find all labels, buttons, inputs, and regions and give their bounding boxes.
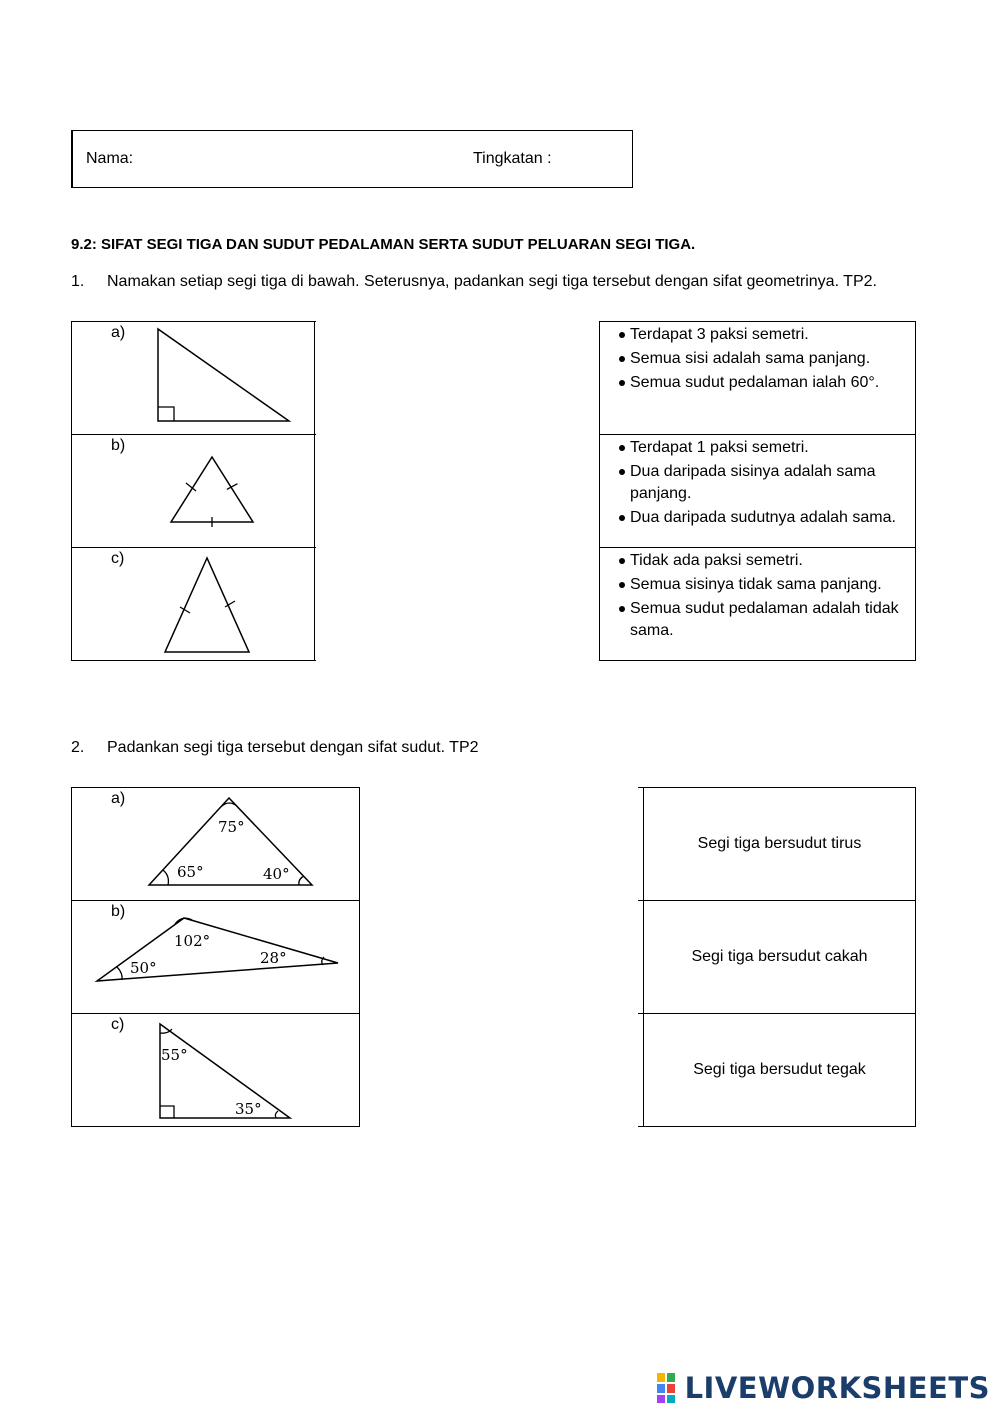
answer-text: Segi tiga bersudut tegak [693,1061,866,1078]
angle-label: 65° [177,863,204,881]
question-2-number: 2. [71,739,85,756]
q1-item-a [71,321,316,435]
q2-answer-tick [638,787,644,788]
property-text: Semua sisi adalah sama panjang. [600,348,915,370]
property-text: Semua sisinya tidak sama panjang. [600,574,915,596]
property-text: Terdapat 3 paksi semetri. [600,324,915,346]
q2-item-a [71,787,360,901]
angle-label: 50° [130,959,157,977]
q1-property-1 [599,321,916,435]
angle-label: 28° [260,949,287,967]
watermark-text: LIVEWORKSHEETS [684,1371,990,1405]
q1-property-3 [599,547,916,661]
q2-item-b-label: b) [111,903,126,920]
property-text: Terdapat 1 paksi semetri. [600,437,915,459]
question-1 [71,273,971,295]
question-1-text: Namakan setiap segi tiga di bawah. Seterusnya, padankan segi tiga tersebut dengan sifat geometrinya. TP2. [107,273,877,290]
angle-label: 102° [174,932,211,950]
q2-answer-1 [643,787,916,901]
property-text: Semua sudut pedalaman adalah tidak sama. [600,598,915,642]
acute-triangle-icon [72,788,361,902]
q1-property-2 [599,434,916,548]
question-2-text: Padankan segi tiga tersebut dengan sifat sudut. TP2 [107,739,479,756]
q2-answer-tick [638,1126,644,1127]
equilateral-triangle-icon [72,435,317,549]
angle-label: 55° [161,1046,188,1064]
q2-answer-2 [643,900,916,1014]
question-1-number: 1. [71,273,85,290]
answer-text: Segi tiga bersudut cakah [691,948,868,965]
q2-answer-tick [638,1013,644,1014]
angle-label: 35° [235,1100,262,1118]
q2-answer-tick [638,900,644,901]
class-label: Tingkatan : [473,150,552,167]
property-text: Semua sudut pedalaman ialah 60°. [600,372,915,394]
q2-item-b [71,900,360,1014]
answer-text: Segi tiga bersudut tirus [697,835,862,852]
q2-item-c-label: c) [111,1016,125,1033]
q1-item-c-label: c) [111,550,125,567]
q2-item-c [71,1013,360,1127]
angle-label: 75° [218,818,245,836]
right-triangle-icon [72,322,317,436]
angle-label: 40° [263,865,290,883]
liveworksheets-logo-icon [657,1373,685,1403]
property-text: Dua daripada sisinya adalah sama panjang. [600,461,915,505]
liveworksheets-logo [657,1371,990,1405]
q1-item-a-label: a) [111,324,126,341]
section-title: 9.2: SIFAT SEGI TIGA DAN SUDUT PEDALAMAN SERTA SUDUT PELUARAN SEGI TIGA. [71,236,696,253]
property-text: Dua daripada sudutnya adalah sama. [600,507,915,529]
q1-item-b [71,434,316,548]
isosceles-triangle-icon [72,548,317,662]
q1-item-c [71,547,316,661]
q2-answer-3 [643,1013,916,1127]
q2-item-a-label: a) [111,790,126,807]
name-label: Nama: [86,150,134,167]
property-text: Tidak ada paksi semetri. [600,550,915,572]
student-info-box [71,130,633,188]
question-2 [71,739,971,761]
q1-item-b-label: b) [111,437,126,454]
right-angled-triangle-icon [72,1014,361,1128]
obtuse-triangle-icon [72,901,361,1015]
